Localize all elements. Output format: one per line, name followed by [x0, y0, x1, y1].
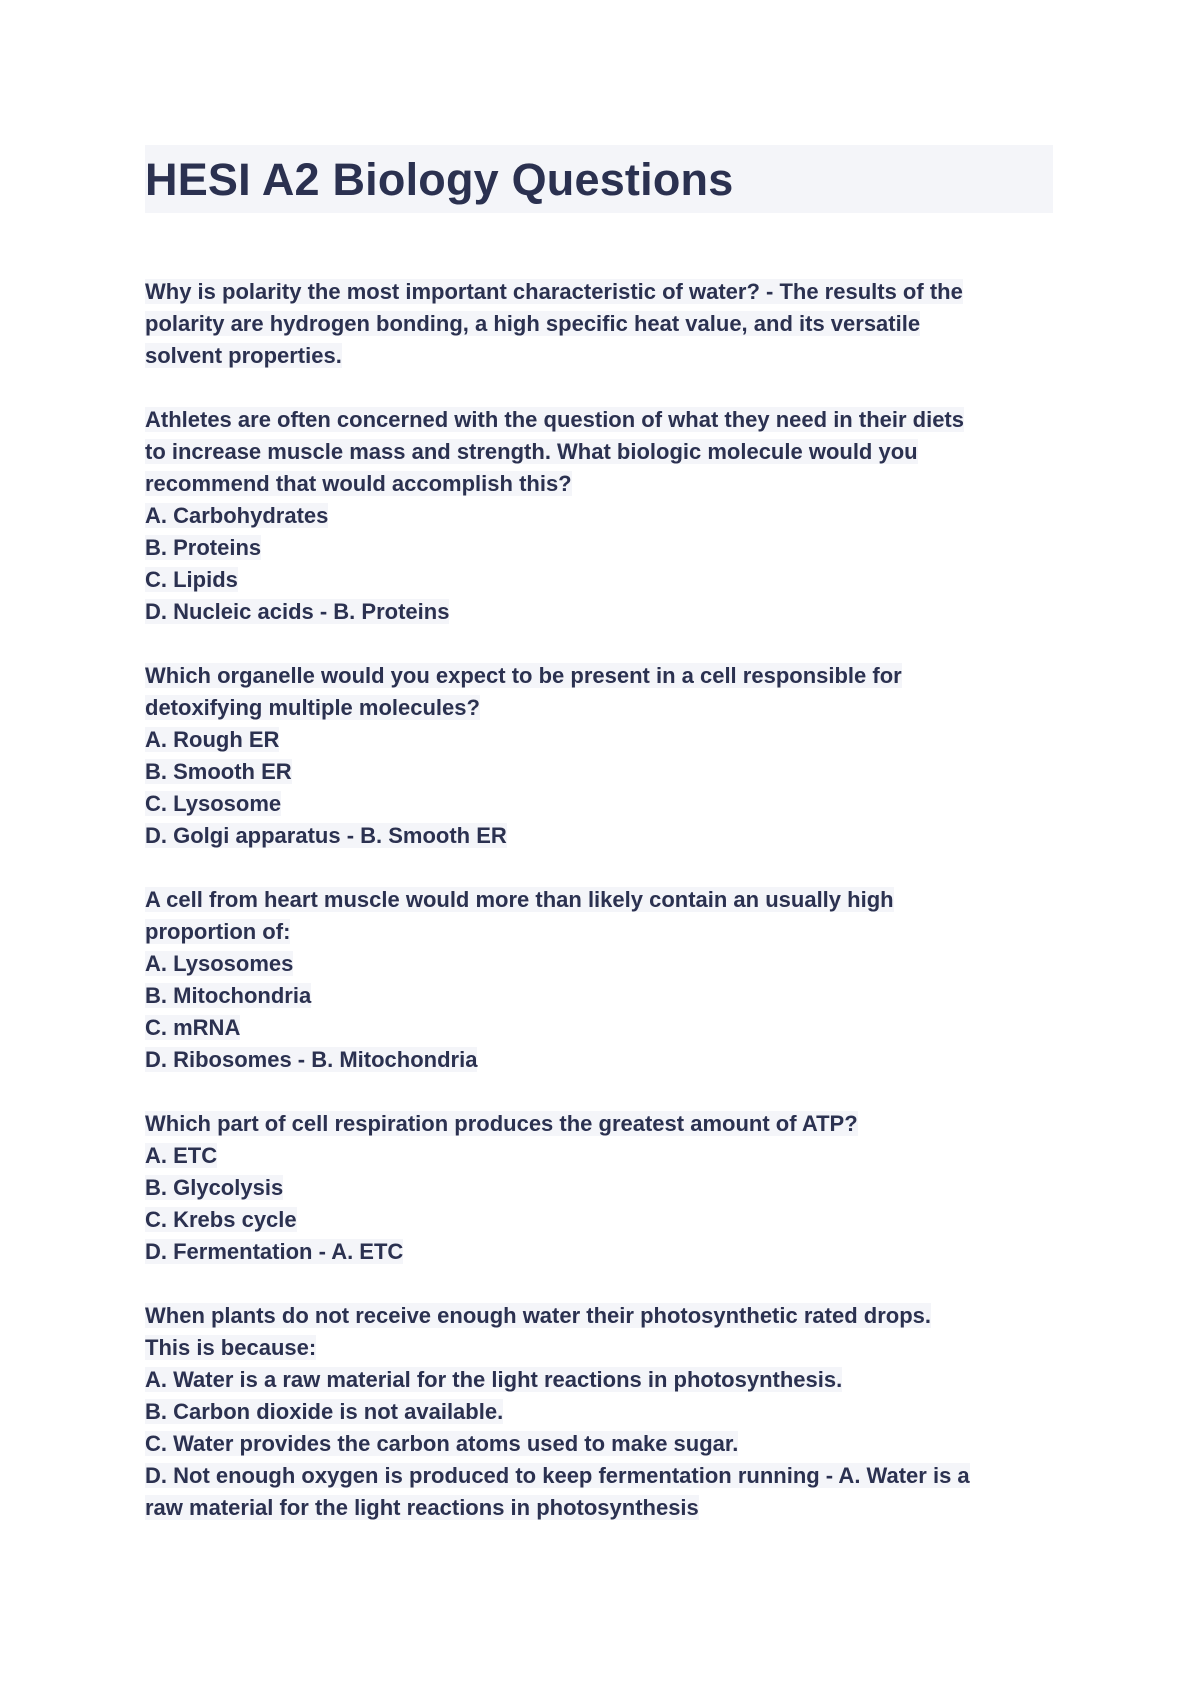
title-block: [145, 145, 1053, 213]
line-text: D. Ribosomes - B. Mitochondria: [145, 1047, 478, 1072]
question-line: [145, 1492, 1053, 1524]
question-line: [145, 1332, 1053, 1364]
question-line: [145, 948, 1053, 980]
line-text: B. Mitochondria: [145, 983, 312, 1008]
question-text-line: [145, 884, 1053, 916]
line-text: A. Rough ER: [145, 727, 280, 752]
question-line: [145, 820, 1053, 852]
line-text: proportion of:: [145, 919, 291, 944]
line-text: A. Water is a raw material for the light reactions in photosynthesis.: [145, 1367, 843, 1392]
line-text: Why is polarity the most important characteristic of water? - The results of the: [145, 279, 963, 304]
question-line: [145, 1396, 1053, 1428]
line-text: D. Golgi apparatus - B. Smooth ER: [145, 823, 507, 848]
question-block: [145, 276, 1053, 372]
question-line: [145, 1140, 1053, 1172]
question-line: [145, 1012, 1053, 1044]
question-line: [145, 1204, 1053, 1236]
question-line: [145, 788, 1053, 820]
question-line: [145, 1364, 1053, 1396]
question-line: [145, 596, 1053, 628]
question-text-line: [145, 1300, 1053, 1332]
line-text: D. Nucleic acids - B. Proteins: [145, 599, 450, 624]
line-text: B. Carbon dioxide is not available.: [145, 1399, 504, 1424]
line-text: B. Proteins: [145, 535, 262, 560]
line-text: A. Lysosomes: [145, 951, 294, 976]
line-text: C. mRNA: [145, 1015, 241, 1040]
line-text: Which part of cell respiration produces the greatest amount of ATP?: [145, 1111, 858, 1136]
question-line: [145, 1428, 1053, 1460]
question-text-line: [145, 276, 1053, 308]
question-list: [145, 276, 1053, 1524]
line-text: A cell from heart muscle would more than likely contain an usually high: [145, 887, 894, 912]
question-line: [145, 532, 1053, 564]
question-line: [145, 916, 1053, 948]
question-block: [145, 1300, 1053, 1524]
line-text: D. Not enough oxygen is produced to keep fermentation running - A. Water is a: [145, 1463, 970, 1488]
line-text: A. ETC: [145, 1143, 218, 1168]
question-line: [145, 468, 1053, 500]
line-text: solvent properties.: [145, 343, 342, 368]
question-line: [145, 308, 1053, 340]
question-line: [145, 756, 1053, 788]
document-title: HESI A2 Biology Questions: [145, 153, 734, 205]
line-text: C. Krebs cycle: [145, 1207, 297, 1232]
line-text: C. Lysosome: [145, 791, 282, 816]
line-text: detoxifying multiple molecules?: [145, 695, 480, 720]
line-text: recommend that would accomplish this?: [145, 471, 572, 496]
question-text-line: [145, 660, 1053, 692]
question-block: [145, 660, 1053, 852]
question-line: [145, 1172, 1053, 1204]
question-block: [145, 404, 1053, 628]
line-text: B. Smooth ER: [145, 759, 292, 784]
line-text: Athletes are often concerned with the question of what they need in their diets: [145, 407, 964, 432]
line-text: C. Water provides the carbon atoms used to make sugar.: [145, 1431, 739, 1456]
document-page: [145, 145, 1053, 1556]
question-block: [145, 884, 1053, 1076]
line-text: This is because:: [145, 1335, 317, 1360]
line-text: to increase muscle mass and strength. What biologic molecule would you: [145, 439, 918, 464]
question-line: [145, 436, 1053, 468]
line-text: Which organelle would you expect to be present in a cell responsible for: [145, 663, 902, 688]
question-line: [145, 500, 1053, 532]
line-text: A. Carbohydrates: [145, 503, 329, 528]
question-text-line: [145, 404, 1053, 436]
question-line: [145, 724, 1053, 756]
line-text: raw material for the light reactions in photosynthesis: [145, 1495, 699, 1520]
line-text: When plants do not receive enough water their photosynthetic rated drops.: [145, 1303, 931, 1328]
question-line: [145, 564, 1053, 596]
line-text: D. Fermentation - A. ETC: [145, 1239, 404, 1264]
line-text: polarity are hydrogen bonding, a high specific heat value, and its versatile: [145, 311, 921, 336]
line-text: B. Glycolysis: [145, 1175, 284, 1200]
question-line: [145, 340, 1053, 372]
question-line: [145, 1236, 1053, 1268]
question-line: [145, 1044, 1053, 1076]
question-line: [145, 692, 1053, 724]
question-text-line: [145, 1108, 1053, 1140]
line-text: C. Lipids: [145, 567, 238, 592]
question-line: [145, 980, 1053, 1012]
question-line: [145, 1460, 1053, 1492]
question-block: [145, 1108, 1053, 1268]
